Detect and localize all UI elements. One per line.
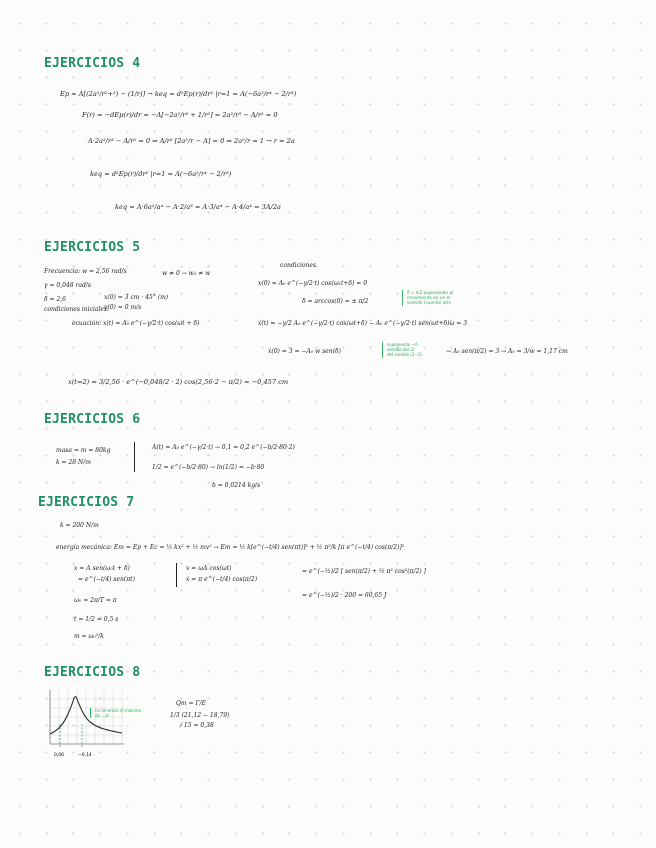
ej6-k: k = 28 N/m (56, 459, 91, 466)
ej7-energy-result: = e^(−½)/2 · 200 = 60,65 J (302, 592, 387, 599)
ej5-delta: δ = 2,6 (44, 296, 66, 303)
ej4-line-2: F(r) = −dEp(r)/dr = −A[−2a²/r³ + 1/r²] = 2a²/r³ − A/r² = 0 (82, 111, 278, 119)
ej5-w-relation: w ≠ 0 → w₀ ≠ w (162, 270, 211, 277)
plot-label-2: −0,14 (78, 753, 92, 758)
ej5-delta-eq: δ = arccos(0) = ± π/2 (302, 298, 369, 305)
ej4-line-3: A·2a²/r³ − A/r² = 0 ⇒ A/r² [2a²/r − A] = 0 ⇒ 2a²/r = 1 → r = 2a (88, 137, 295, 145)
ej8-plot-annotation: no tenemos el máximo de... al (90, 708, 141, 718)
ej4-line-5: keq = A·6a²/a⁴ − A·2/a³ = A·3/a⁴ − A·4/a⁴ = 3A/2a (115, 203, 281, 211)
ej6-result: b = 0,0214 kg/s (212, 482, 261, 489)
ej5-frecuencia: Frecuencia: w = 2,56 rad/s (44, 268, 127, 275)
ej7-v-1: v = ωA cos(ωt) (186, 565, 232, 572)
ej5-cond-1: x(0) = 3 cm · 45° (m) (104, 294, 169, 301)
ej7-w0: ω₀ = 2π/T = π (74, 597, 117, 604)
heading-ejercicios-4: EJERCICIOS 4 (44, 56, 141, 71)
ej7-v-2: ẋ = π e^(−t/4) cos(π/2) (186, 576, 258, 583)
ej7-m: m = ω₀²/k (74, 633, 104, 640)
ej5-annotation-1: δ = π/2 suponiendo el movimiento en un el sentido (cuenta) atm (402, 290, 453, 306)
ej5-x0: x(0) = A₀ e^(−γ/2·t) cos(ω₁t+δ) = 0 (258, 280, 368, 287)
ej7-divider (176, 563, 177, 587)
ej8-formula-1: Qm = Γ/E (176, 700, 207, 707)
ej6-log-eq: 1/2 = e^(−b/2·80) → ln(1/2) = −b·80 (152, 464, 265, 471)
ej5-cond-label: condiciones iniciales: (44, 306, 110, 313)
heading-ejercicios-5: EJERCICIOS 5 (44, 240, 141, 255)
ej4-line-4: keq = d²Ep(r)/dr² |r=1 = A(−6a²/r⁴ − 2/r³) (90, 170, 232, 178)
ej7-t: t = 1/2 = 0,5 s (74, 616, 119, 623)
ej6-masa: masa = m = 80kg (56, 447, 111, 454)
plot-label-1: 0,06 (54, 753, 65, 758)
ej6-amplitude-eq: A(t) = A₀ e^(−γ/2·t) → 0,1 = 0,2 e^(−b/2·80·2) (152, 444, 295, 451)
ej5-xdot: ẋ(t) = −γ/2 A₀ e^(−γ/2·t) cos(ωt+δ) − A₀ e^(−γ/2·t) sen(ωt+δ)ω = 3 (258, 320, 468, 327)
ej7-k: k = 200 N/m (60, 522, 99, 529)
ej5-amplitude-result: → A₀ sen(π/2) = 3 → A₀ = 3/w = 1,17 cm (446, 348, 568, 355)
ej6-divider (134, 442, 135, 472)
ej5-final-result: x(t=2) = 3/2,56 · e^(−0,048/2 · 2) cos(2,56·2 − π/2) = −0,457 cm (68, 378, 289, 386)
ej5-ecuacion: ecuación: x(t) = A₀ e^(−γ/2·t) cos(ωt + δ) (72, 320, 200, 327)
ej4-line-1: Ep = A[(2a²/r²+²) − (1/r)] → keq = d²Ep(r)/dr² |r=1 = A(−6a²/r⁴ − 2/r³) (60, 90, 297, 98)
ej7-energy-step: = e^(−½)/2 [ sen(π/2) + ½ π² cos²(π/2) ] (302, 568, 426, 575)
ej5-cond-head: condiciones (280, 262, 316, 269)
ej7-energia: energía mecánica: Em = Ep + Ec = ½ kx² + ½ mv² → Em = ½ k[e^(−t/4) sen(πt)]² + ½ π²/k [π e^(−t/4) cos(π/2)]² (56, 544, 405, 551)
heading-ejercicios-7: EJERCICIOS 7 (38, 495, 135, 510)
heading-ejercicios-6: EJERCICIOS 6 (44, 412, 141, 427)
ej5-cond-2: v(0) = 0 m/s (104, 304, 142, 311)
heading-ejercicios-8: EJERCICIOS 8 (44, 665, 141, 680)
ej5-annotation-2: suponiendo −A sentido del (2 del sentido (2−2) (382, 342, 422, 358)
ej7-x-1: x = A sen(ω₀t + δ) (74, 565, 130, 572)
ej5-xdot0: ẋ(0) = 3 = −A₀ w sen(δ) (268, 348, 341, 355)
ej7-x-2: = e^(−t/4) sen(πt) (78, 576, 135, 583)
ej5-gamma: γ = 0,048 rad/s (44, 282, 91, 289)
ej8-formula-3: / 15 = 0,38 (180, 722, 214, 729)
ej8-formula-2: 1/3 (21,12 − 18,79) (170, 712, 230, 719)
resonance-sketch (42, 686, 172, 760)
